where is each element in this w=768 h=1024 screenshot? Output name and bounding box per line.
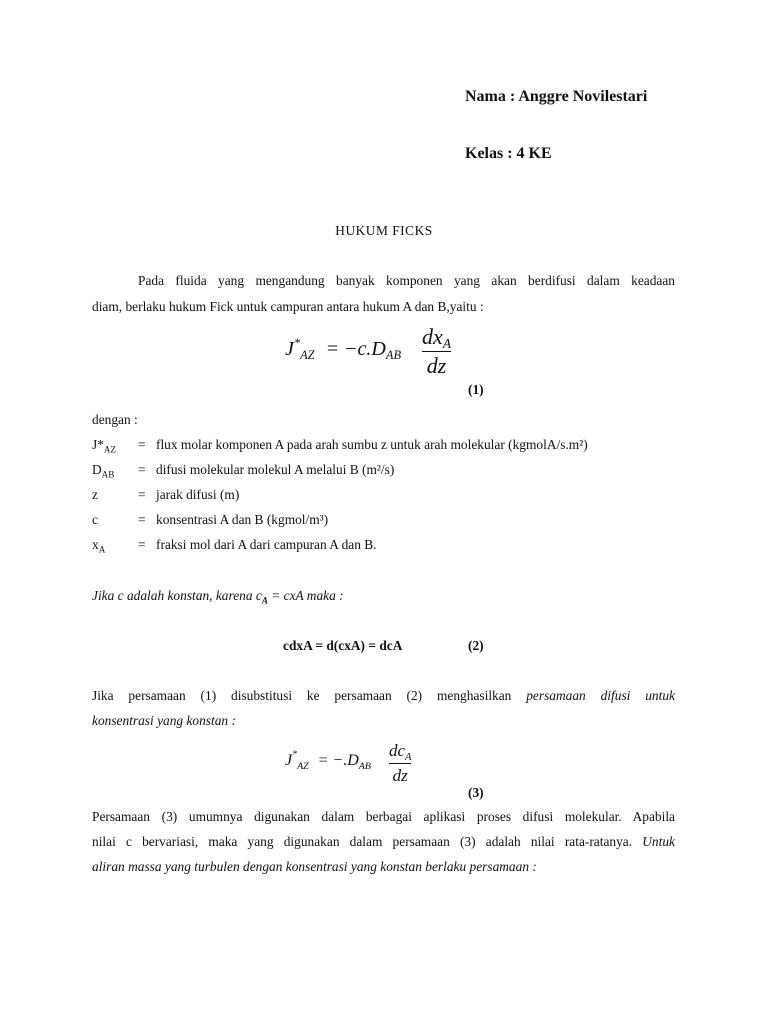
substitution-line-2: konsentrasi yang konstan : (92, 713, 236, 728)
def-desc-diffusivity: difusi molekular molekul A melalui B (m²/s) (156, 462, 395, 477)
closing-line-3: aliran massa yang turbulen dengan konsentrasi yang konstan berlaku persamaan : (92, 859, 537, 874)
def-equals: = (138, 512, 146, 527)
closing-line-1: Persamaan (3) umumnya digunakan dalam berbagai aplikasi proses difusi molekular. Apabila (92, 809, 675, 824)
intro-line-2: diam, berlaku hukum Fick untuk campuran antara hukum A dan B,yaitu : (92, 299, 484, 314)
eq2-label: (2) (468, 638, 484, 653)
def-desc-flux: flux molar komponen A pada arah sumbu z untuk arah molekular (kgmolA/s.m²) (156, 437, 588, 452)
eq3-num-sub: A (405, 752, 412, 763)
def-desc-z: jarak difusi (m) (156, 487, 240, 502)
eq1-lhs: J (285, 338, 294, 360)
eq3-fraction (389, 742, 411, 784)
student-class: Kelas : 4 KE (465, 145, 552, 162)
eq1-den: dz (426, 353, 447, 378)
def-symbol-xa: $x_A$ (92, 537, 106, 555)
eq3-d-sub: AB (358, 761, 371, 772)
def-equals: = (138, 462, 146, 477)
eq3-lhs-sup: * (292, 749, 298, 760)
student-name: Nama : Anggre Novilestari (465, 88, 648, 105)
eq1-lhs-sup: * (293, 336, 301, 350)
eq3-lhs-sub: AZ (297, 761, 309, 772)
equation-2: cdxA = d(cxA) = dcA (283, 638, 403, 653)
substitution-line-1: Jika persamaan (1) disubstitusi ke persamaan (2) menghasilkan persamaan difusi untuk (92, 688, 675, 703)
eq1-fraction-bar (422, 351, 451, 352)
def-symbol-c: c (92, 512, 98, 527)
def-equals: = (138, 437, 146, 452)
def-symbol-z: z (92, 487, 98, 502)
eq1-label: (1) (468, 382, 484, 397)
eq1-num: dx (422, 324, 443, 349)
eq3-lhs: J (285, 752, 293, 769)
konstan-statement: Jika c adalah konstan, karena $c_A$ = cxA maka : (92, 588, 344, 606)
eq1-fraction (422, 326, 451, 377)
def-symbol-flux: $J*_{AZ}$ (92, 437, 117, 455)
dengan-label: dengan : (92, 412, 138, 427)
eq3-rhs: = −.D (317, 752, 359, 769)
eq3-num: dc (389, 741, 406, 760)
eq1-d-sub: AB (385, 348, 402, 362)
def-desc-c: konsentrasi A dan B (kgmol/m³) (156, 512, 329, 527)
intro-line-1: Pada fluida yang mengandung banyak komponen yang akan berdifusi dalam keadaan (138, 273, 675, 288)
def-equals: = (138, 487, 146, 502)
def-symbol-diffusivity: $D_{AB}$ (92, 462, 115, 480)
closing-line-2: nilai c bervariasi, maka yang digunakan dalam persamaan (3) adalah nilai rata-ratanya. Untuk (92, 834, 675, 849)
eq1-num-sub: A (442, 336, 452, 351)
eq1-lhs-sub: AZ (300, 348, 315, 362)
def-desc-xa: fraksi mol dari A dari campuran A dan B. (156, 537, 377, 552)
eq1-rhs: = −c.D (325, 338, 386, 360)
def-equals: = (138, 537, 146, 552)
eq3-label: (3) (468, 785, 484, 800)
eq3-den: dz (392, 765, 408, 785)
document-title: HUKUM FICKS (335, 223, 433, 238)
